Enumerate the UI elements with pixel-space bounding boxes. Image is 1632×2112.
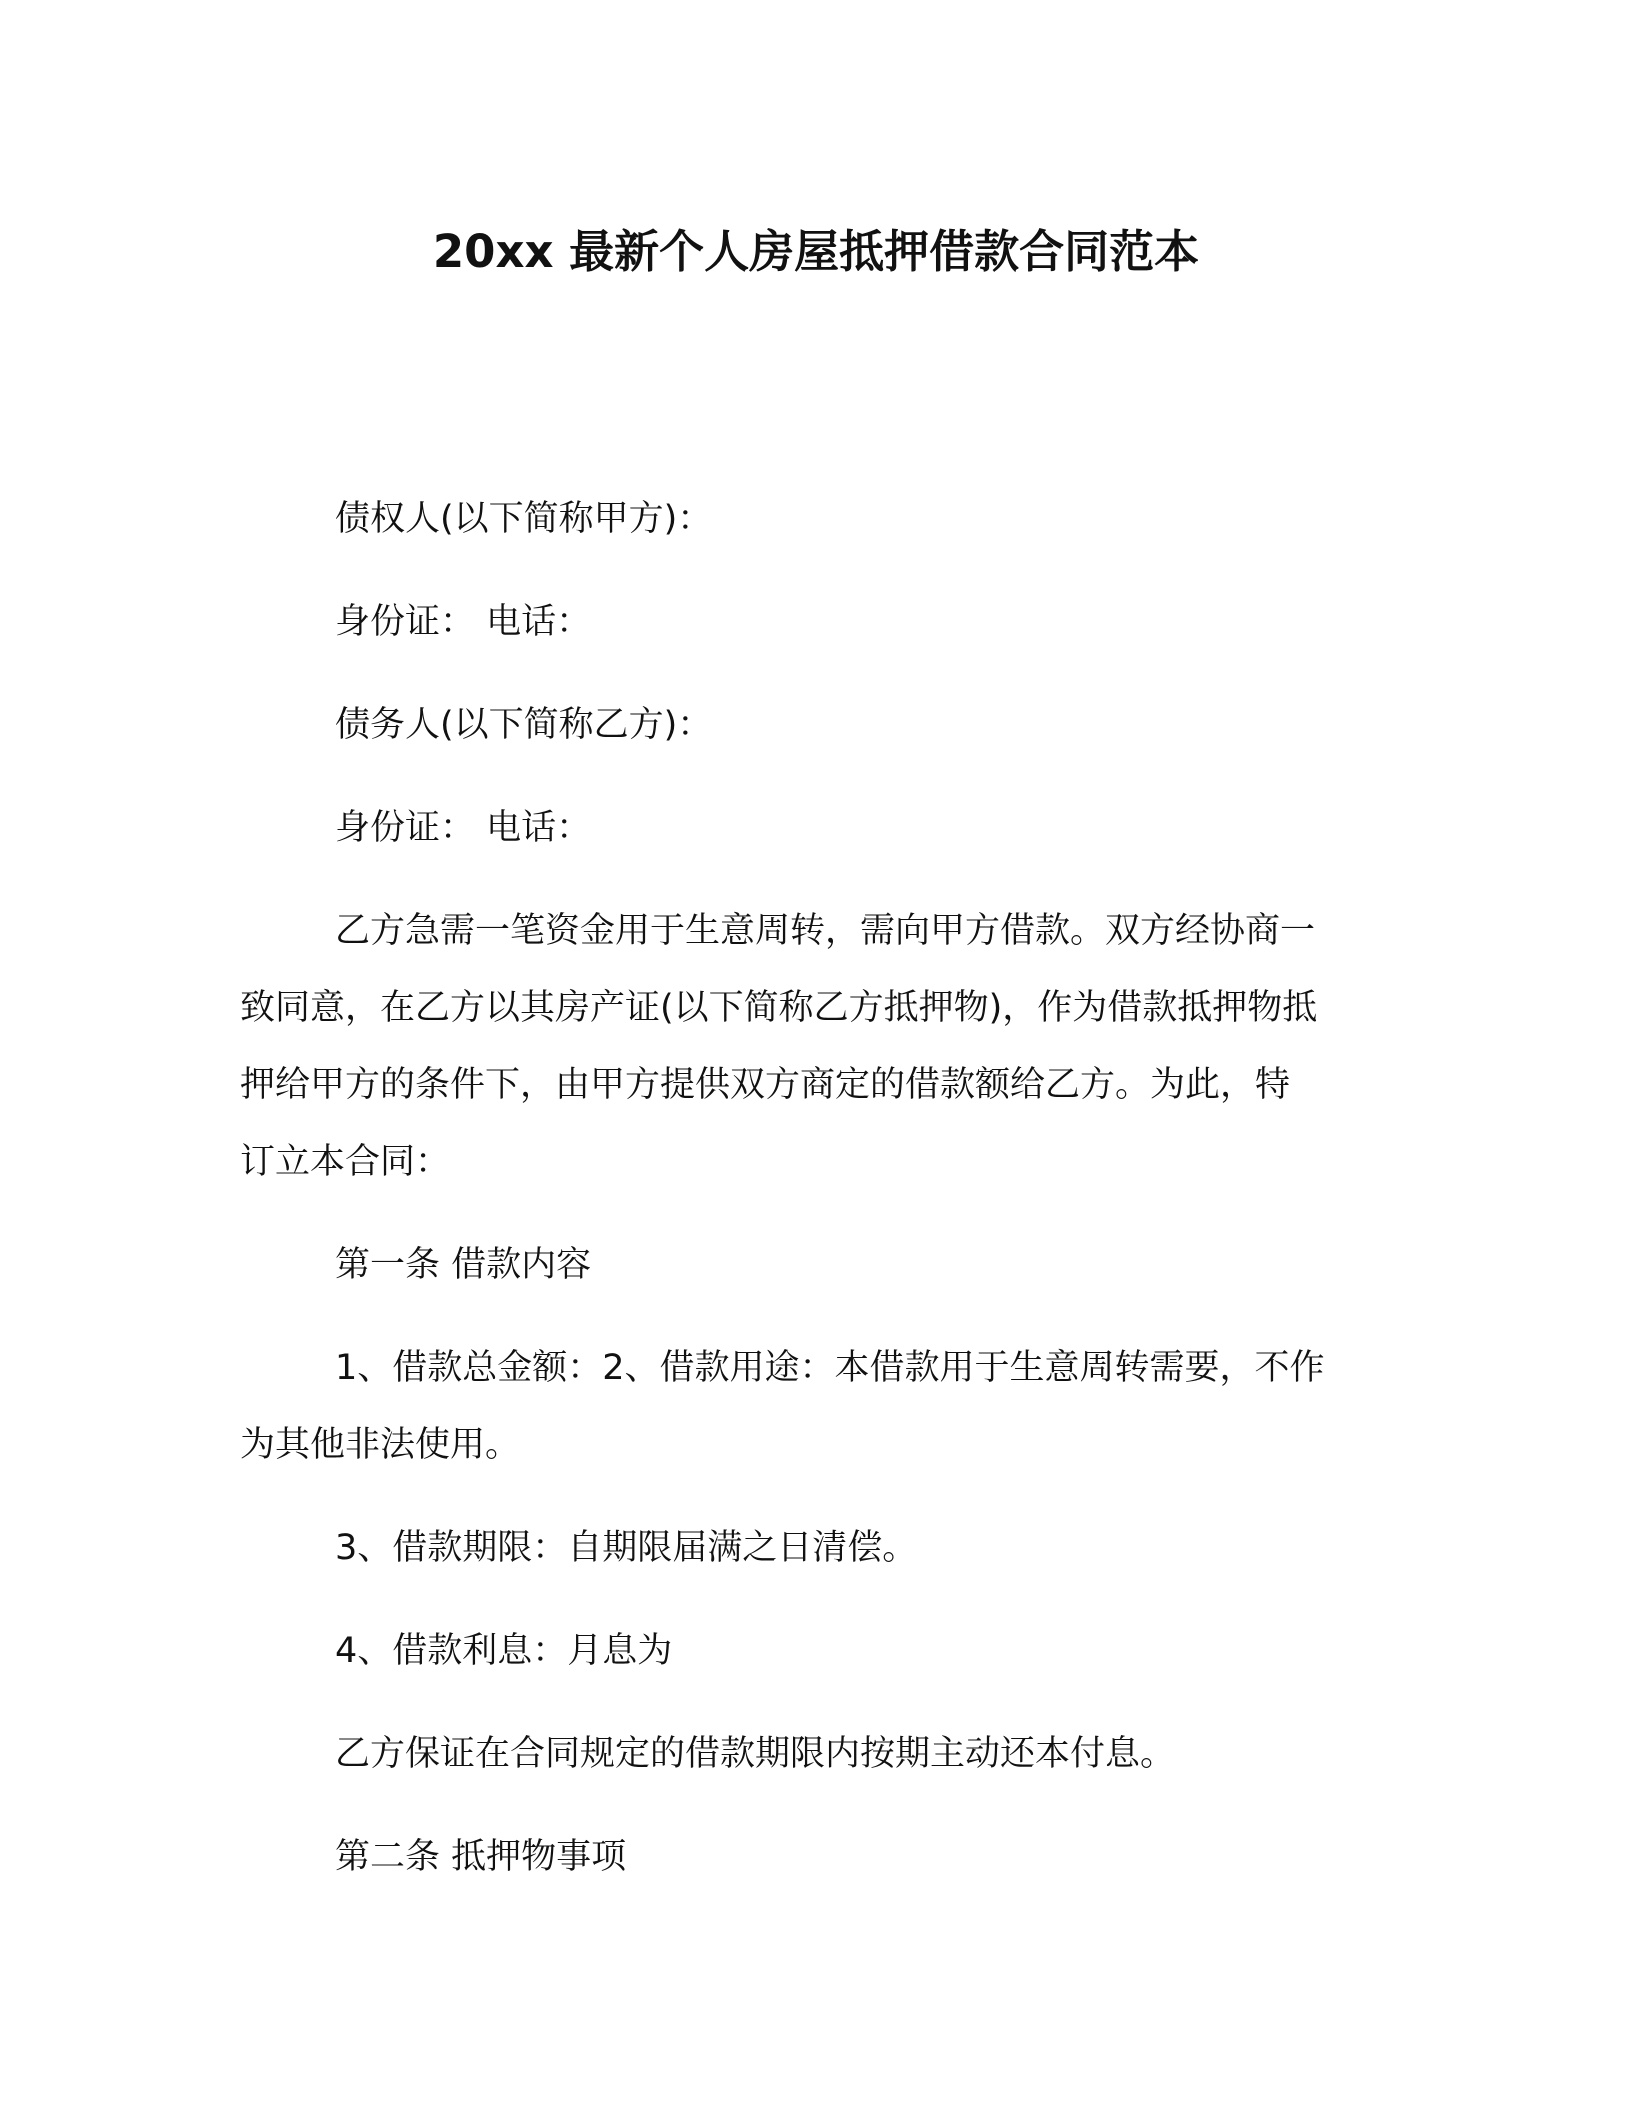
clause-1-2-line-1: 1、借款总金额：2、借款用途：本借款用于生意周转需要，不作 (335, 1348, 1325, 1388)
creditor-line: 债权人(以下简称甲方)： (335, 499, 713, 539)
repayment-guarantee-line: 乙方保证在合同规定的借款期限内按期主动还本付息。 (335, 1734, 1176, 1774)
debtor-id-phone-line: 身份证： 电话： (335, 808, 592, 848)
creditor-id-phone-line: 身份证： 电话： (335, 602, 592, 642)
clause-1-2-line-2: 为其他非法使用。 (240, 1425, 521, 1465)
clause-4-line: 4、借款利息：月息为 (335, 1631, 673, 1671)
document-title: 20xx 最新个人房屋抵押借款合同范本 (432, 225, 1200, 278)
preamble-line-1: 乙方急需一笔资金用于生意周转，需向甲方借款。双方经协商一 (335, 911, 1316, 951)
preamble-line-3: 押给甲方的条件下，由甲方提供双方商定的借款额给乙方。为此，特 (240, 1065, 1291, 1105)
article-2-heading: 第二条 抵押物事项 (335, 1837, 627, 1877)
preamble-line-4: 订立本合同： (240, 1142, 451, 1182)
debtor-line: 债务人(以下简称乙方)： (335, 705, 713, 745)
preamble-line-2: 致同意，在乙方以其房产证(以下简称乙方抵押物)，作为借款抵押物抵 (240, 988, 1318, 1028)
article-1-heading: 第一条 借款内容 (335, 1245, 592, 1285)
clause-3-line: 3、借款期限：自期限届满之日清偿。 (335, 1528, 918, 1568)
